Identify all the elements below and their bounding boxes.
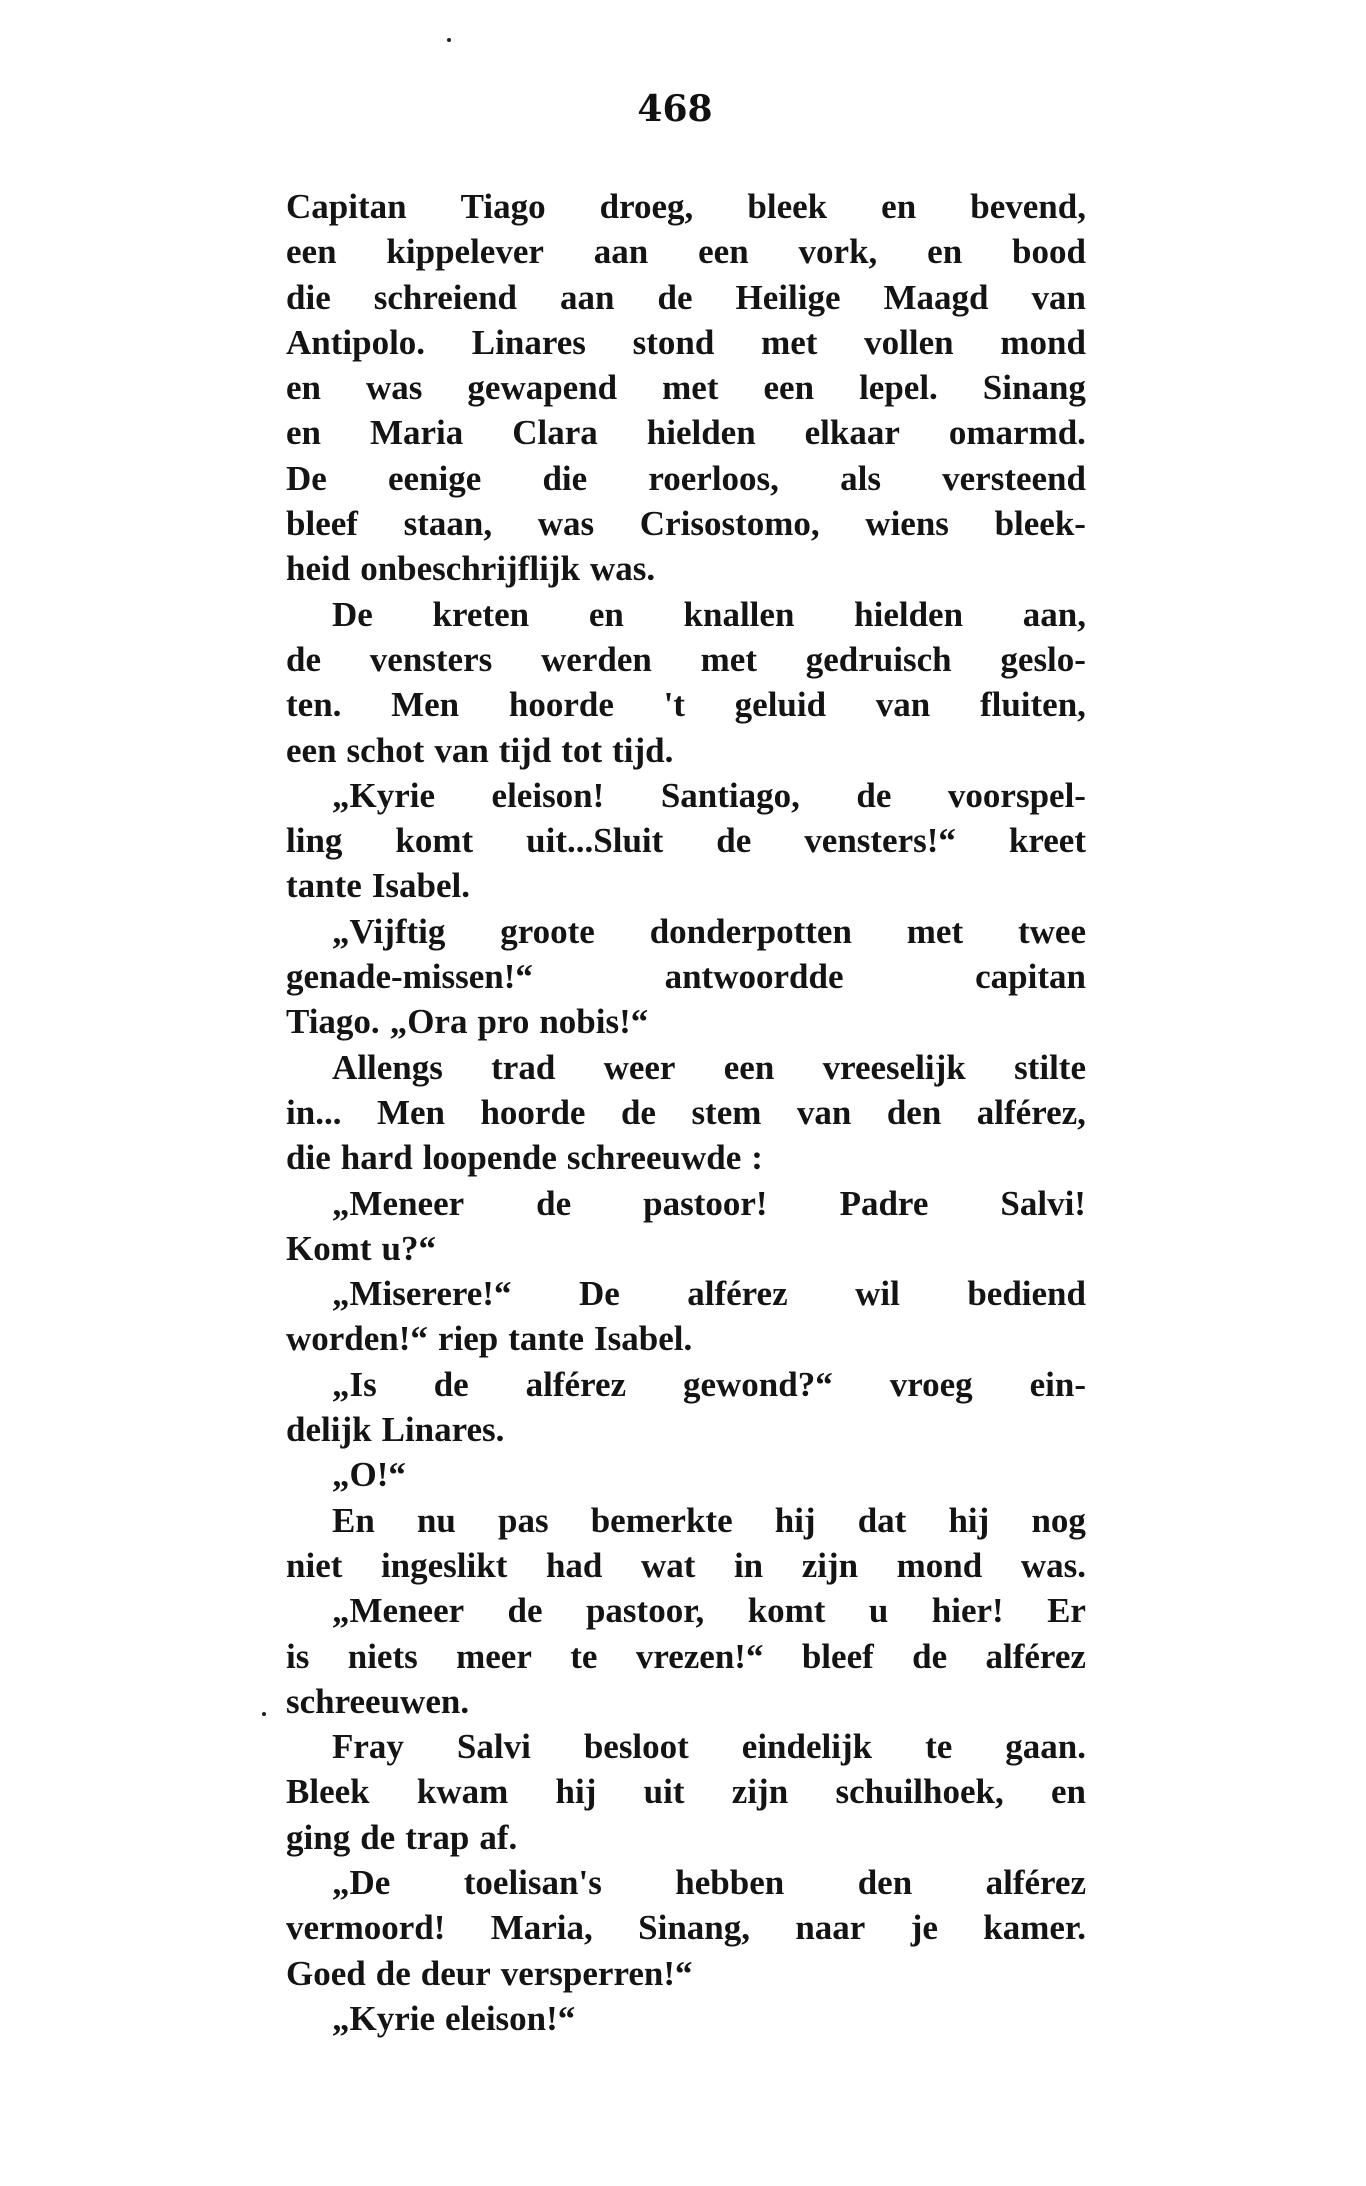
- text-line: Goed de deur versperren!“: [286, 1953, 693, 1993]
- text-line: Komt u?“: [286, 1228, 437, 1268]
- text-line: en was gewapend met een lepel. Sinang: [286, 368, 1086, 408]
- text-line: „Miserere!“ De alférez wil bediend: [332, 1274, 1086, 1314]
- text-line: „Vijftig groote donderpotten met twee: [332, 911, 1086, 951]
- text-line: vermoord! Maria, Sinang, naar je kamer.: [286, 1908, 1086, 1948]
- text-line: tante Isabel.: [286, 866, 471, 906]
- print-speck: [262, 1712, 266, 1716]
- print-speck: [447, 38, 451, 42]
- text-line: in... Men hoorde de stem van den alférez,: [286, 1092, 1086, 1132]
- text-line: ling komt uit...Sluit de vensters!“ kreet: [286, 821, 1086, 861]
- text-line: genade-missen!“ antwoordde capitan: [286, 957, 1086, 997]
- body-text: [286, 184, 1086, 2041]
- text-line: worden!“ riep tante Isabel.: [286, 1319, 693, 1359]
- text-line: die hard loopende schreeuwde :: [286, 1138, 763, 1178]
- text-line: delijk Linares.: [286, 1410, 505, 1450]
- text-line: „Meneer de pastoor, komt u hier! Er: [332, 1591, 1086, 1631]
- text-line: De kreten en knallen hielden aan,: [332, 594, 1086, 634]
- text-line: een schot van tijd tot tijd.: [286, 730, 674, 770]
- text-line: Capitan Tiago droeg, bleek en bevend,: [286, 187, 1086, 226]
- text-line: De eenige die roerloos, als versteend: [286, 458, 1086, 498]
- text-line: Fray Salvi besloot eindelijk te gaan.: [332, 1727, 1086, 1767]
- text-line: „Meneer de pastoor! Padre Salvi!: [332, 1183, 1086, 1223]
- text-line: ten. Men hoorde 't geluid van fluiten,: [286, 685, 1086, 725]
- text-line: die schreiend aan de Heilige Maagd van: [286, 277, 1086, 317]
- text-line: Allengs trad weer een vreeselijk stilte: [332, 1047, 1086, 1087]
- text-line: „De toelisan's hebben den alférez: [332, 1862, 1086, 1902]
- text-line: is niets meer te vrezen!“ bleef de alférez: [286, 1636, 1086, 1676]
- text-line: „O!“: [332, 1455, 406, 1495]
- text-line: „Kyrie eleison!“: [332, 1998, 576, 2038]
- text-line: heid onbeschrijflijk was.: [286, 549, 656, 589]
- text-line: niet ingeslikt had wat in zijn mond was.: [286, 1545, 1086, 1585]
- text-line: de vensters werden met gedruisch geslo-: [286, 639, 1086, 679]
- text-line: Antipolo. Linares stond met vollen mond: [286, 322, 1086, 362]
- text-line: En nu pas bemerkte hij dat hij nog: [332, 1500, 1086, 1540]
- text-line: ging de trap af.: [286, 1817, 518, 1857]
- text-line: schreeuwen.: [286, 1681, 470, 1721]
- text-line: een kippelever aan een vork, en bood: [286, 232, 1086, 272]
- text-line: en Maria Clara hielden elkaar omarmd.: [286, 413, 1086, 453]
- text-line: Tiago. „Ora pro nobis!“: [286, 1002, 649, 1042]
- text-line: bleef staan, was Crisostomo, wiens bleek-: [286, 504, 1086, 544]
- text-line: „Is de alférez gewond?“ vroeg ein-: [332, 1364, 1086, 1404]
- text-line: „Kyrie eleison! Santiago, de voorspel-: [332, 775, 1086, 815]
- page-number: 468: [637, 88, 713, 130]
- text-line: Bleek kwam hij uit zijn schuilhoek, en: [286, 1772, 1086, 1812]
